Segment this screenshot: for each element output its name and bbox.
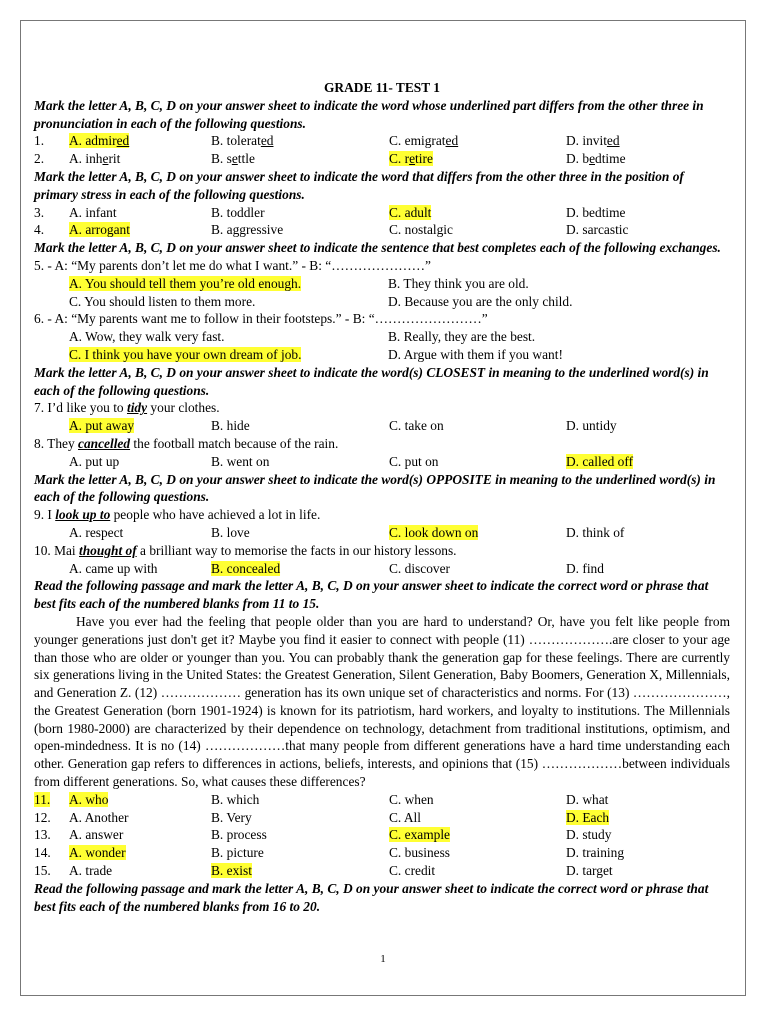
option-c: C. example <box>389 827 450 843</box>
instruction-passage-2: Read the following passage and mark the letter A, B, C, D on your answer sheet to indicate the correct word or phrase that best fits each of the numbered blanks from 16 to 20. <box>34 880 709 914</box>
option-b: B. tolerated <box>211 133 274 149</box>
option-a: A. answer <box>69 827 124 843</box>
option-d: D. Argue with them if you want! <box>388 346 563 362</box>
option-c: C. when <box>389 791 434 807</box>
option-b: B. love <box>211 524 250 540</box>
page-title: GRADE 11- TEST 1 <box>324 80 440 95</box>
question-7-options <box>34 417 730 435</box>
option-b: B. went on <box>211 453 270 469</box>
option-a: A. arrogant <box>69 222 130 238</box>
option-c: C. look down on <box>389 524 479 540</box>
option-a: A. trade <box>69 863 113 879</box>
instruction-closest: Mark the letter A, B, C, D on your answer sheet to indicate the word(s) CLOSEST in meaning to the underlined word(s) in each of the following questions. <box>34 364 709 398</box>
option-d: D. target <box>566 863 613 879</box>
option-d: D. find <box>566 560 604 576</box>
instruction-exchanges: Mark the letter A, B, C, D on your answer sheet to indicate the sentence that best completes each of the following exchanges. <box>34 240 721 256</box>
page-number: 1 <box>380 953 386 965</box>
question-2 <box>34 150 730 168</box>
question-9-options <box>34 524 730 542</box>
question-5-stem: 5. - A: “My parents don’t let me do what I want.” - B: “…………………” <box>34 257 431 273</box>
question-number: 15. <box>34 863 51 879</box>
option-a: A. respect <box>69 524 124 540</box>
option-c: C. credit <box>389 863 436 879</box>
instruction-opposite: Mark the letter A, B, C, D on your answer sheet to indicate the word(s) OPPOSITE in meaning to the underlined word(s) in each of the following questions. <box>34 471 716 505</box>
option-d: D. what <box>566 791 609 807</box>
option-a: A. wonder <box>69 845 126 861</box>
option-a: A. You should tell them you’re old enough. <box>69 275 302 291</box>
target-word: look up to <box>55 507 111 523</box>
option-a: A. inherit <box>69 151 121 167</box>
option-c: C. All <box>389 809 421 825</box>
option-d: D. called off <box>566 453 634 469</box>
question-10-stem: 10. Mai thought of a brilliant way to memorise the facts in our history lessons. <box>34 542 457 558</box>
option-b: B. toddler <box>211 204 265 220</box>
option-b: B. Really, they are the best. <box>388 329 536 345</box>
option-d: D. invited <box>566 133 620 149</box>
question-number: 12. <box>34 809 51 825</box>
option-d: D. bedtime <box>566 151 626 167</box>
question-5-row-1 <box>34 275 730 293</box>
option-d: D. Because you are the only child. <box>388 293 573 309</box>
option-c: C. You should listen to them more. <box>69 293 256 309</box>
target-word: cancelled <box>78 435 131 451</box>
question-number: 14. <box>34 845 51 861</box>
question-number: 4. <box>34 222 45 238</box>
instruction-passage-1: Read the following passage and mark the letter A, B, C, D on your answer sheet to indicate the correct word or phrase that best fits each of the numbered blanks from 11 to 15. <box>34 578 709 612</box>
question-number: 2. <box>34 151 45 167</box>
option-a: A. put away <box>69 418 135 434</box>
question-10-options <box>34 560 730 578</box>
option-b: B. settle <box>211 151 255 167</box>
option-a: A. Another <box>69 809 129 825</box>
question-3 <box>34 204 730 222</box>
option-d: D. training <box>566 845 625 861</box>
question-13 <box>34 826 730 844</box>
option-c: C. business <box>389 845 451 861</box>
question-4 <box>34 221 730 239</box>
option-d: D. study <box>566 827 612 843</box>
reading-passage: Have you ever had the feeling that people older than you are hard to understand? Or, have you felt like people from younger generations just don't get it? Maybe you find it easier to connect with people (11) ……………….are closer to your age than those who are older or younger than you. You can probably thank the generation gap for these feelings. There are currently six generations living in the United States: the Greatest Generation, Silent Generation, Baby Boomers, Generation X, Millennials, and Generation Z. (12) ……………… generation has its own unique set of characteristics and norms. For (13) …………………, the Greatest Generation (born 1901-1924) is known for its patriotism, hard workers, and loyalty to institutions. The Millennials (born 1980-2000) are characterized by their dependence on technology, detachment from traditional institutions, optimism, and open-mindedness. It is no (14) ………………that many people from different generations have a hard time understanding each other. Generation gap refers to differences in actions, beliefs, interests, and opinions that (15) ………………between individuals from different generations. So, what causes these differences? <box>34 613 730 790</box>
option-d: D. bedtime <box>566 204 626 220</box>
question-9-stem: 9. I look up to people who have achieved a lot in life. <box>34 507 321 523</box>
option-b: B. process <box>211 827 267 843</box>
question-11 <box>34 791 730 809</box>
option-b: B. exist <box>211 863 252 879</box>
question-5-row-2 <box>34 293 730 311</box>
option-a: A. admired <box>69 133 130 149</box>
option-b: B. concealed <box>211 560 281 576</box>
option-c: C. discover <box>389 560 450 576</box>
option-b: B. aggressive <box>211 222 284 238</box>
instruction-pronunciation: Mark the letter A, B, C, D on your answer sheet to indicate the word whose underlined part differs from the other three in pronunciation in each of the following questions. <box>34 97 704 131</box>
question-number: 11. <box>34 791 51 807</box>
question-12 <box>34 809 730 827</box>
question-14 <box>34 844 730 862</box>
target-word: thought of <box>79 542 137 558</box>
option-c: C. I think you have your own dream of job. <box>69 346 302 362</box>
question-15 <box>34 862 730 880</box>
option-c: C. emigrated <box>389 133 459 149</box>
option-d: D. Each <box>566 809 610 825</box>
option-a: A. Wow, they walk very fast. <box>69 329 225 345</box>
question-7-stem: 7. I’d like you to tidy your clothes. <box>34 400 220 416</box>
option-c: C. adult <box>389 204 432 220</box>
question-8-options <box>34 453 730 471</box>
question-6-stem: 6. - A: “My parents want me to follow in their footsteps.” - B: “……………………” <box>34 311 488 327</box>
option-b: B. which <box>211 791 260 807</box>
page-content <box>34 79 730 915</box>
question-1 <box>34 132 730 150</box>
option-c: C. retire <box>389 151 433 167</box>
question-number: 1. <box>34 133 45 149</box>
option-c: C. take on <box>389 418 444 434</box>
question-number: 13. <box>34 827 51 843</box>
option-c: C. put on <box>389 453 439 469</box>
option-d: D. sarcastic <box>566 222 629 238</box>
option-a: A. put up <box>69 453 120 469</box>
option-d: D. untidy <box>566 418 617 434</box>
option-b: B. They think you are old. <box>388 275 529 291</box>
option-d: D. think of <box>566 524 625 540</box>
instruction-stress: Mark the letter A, B, C, D on your answer sheet to indicate the word that differs from the other three in the position of primary stress in each of the following questions. <box>34 168 684 202</box>
option-a: A. came up with <box>69 560 158 576</box>
question-6-row-1 <box>34 328 730 346</box>
option-b: B. picture <box>211 845 264 861</box>
question-number: 3. <box>34 204 45 220</box>
option-b: B. Very <box>211 809 252 825</box>
question-6-row-2 <box>34 346 730 364</box>
question-8-stem: 8. They cancelled the football match because of the rain. <box>34 435 339 451</box>
document-page <box>20 20 746 996</box>
target-word: tidy <box>126 400 148 416</box>
option-a: A. who <box>69 791 109 807</box>
option-c: C. nostalgic <box>389 222 453 238</box>
option-b: B. hide <box>211 418 250 434</box>
option-a: A. infant <box>69 204 117 220</box>
